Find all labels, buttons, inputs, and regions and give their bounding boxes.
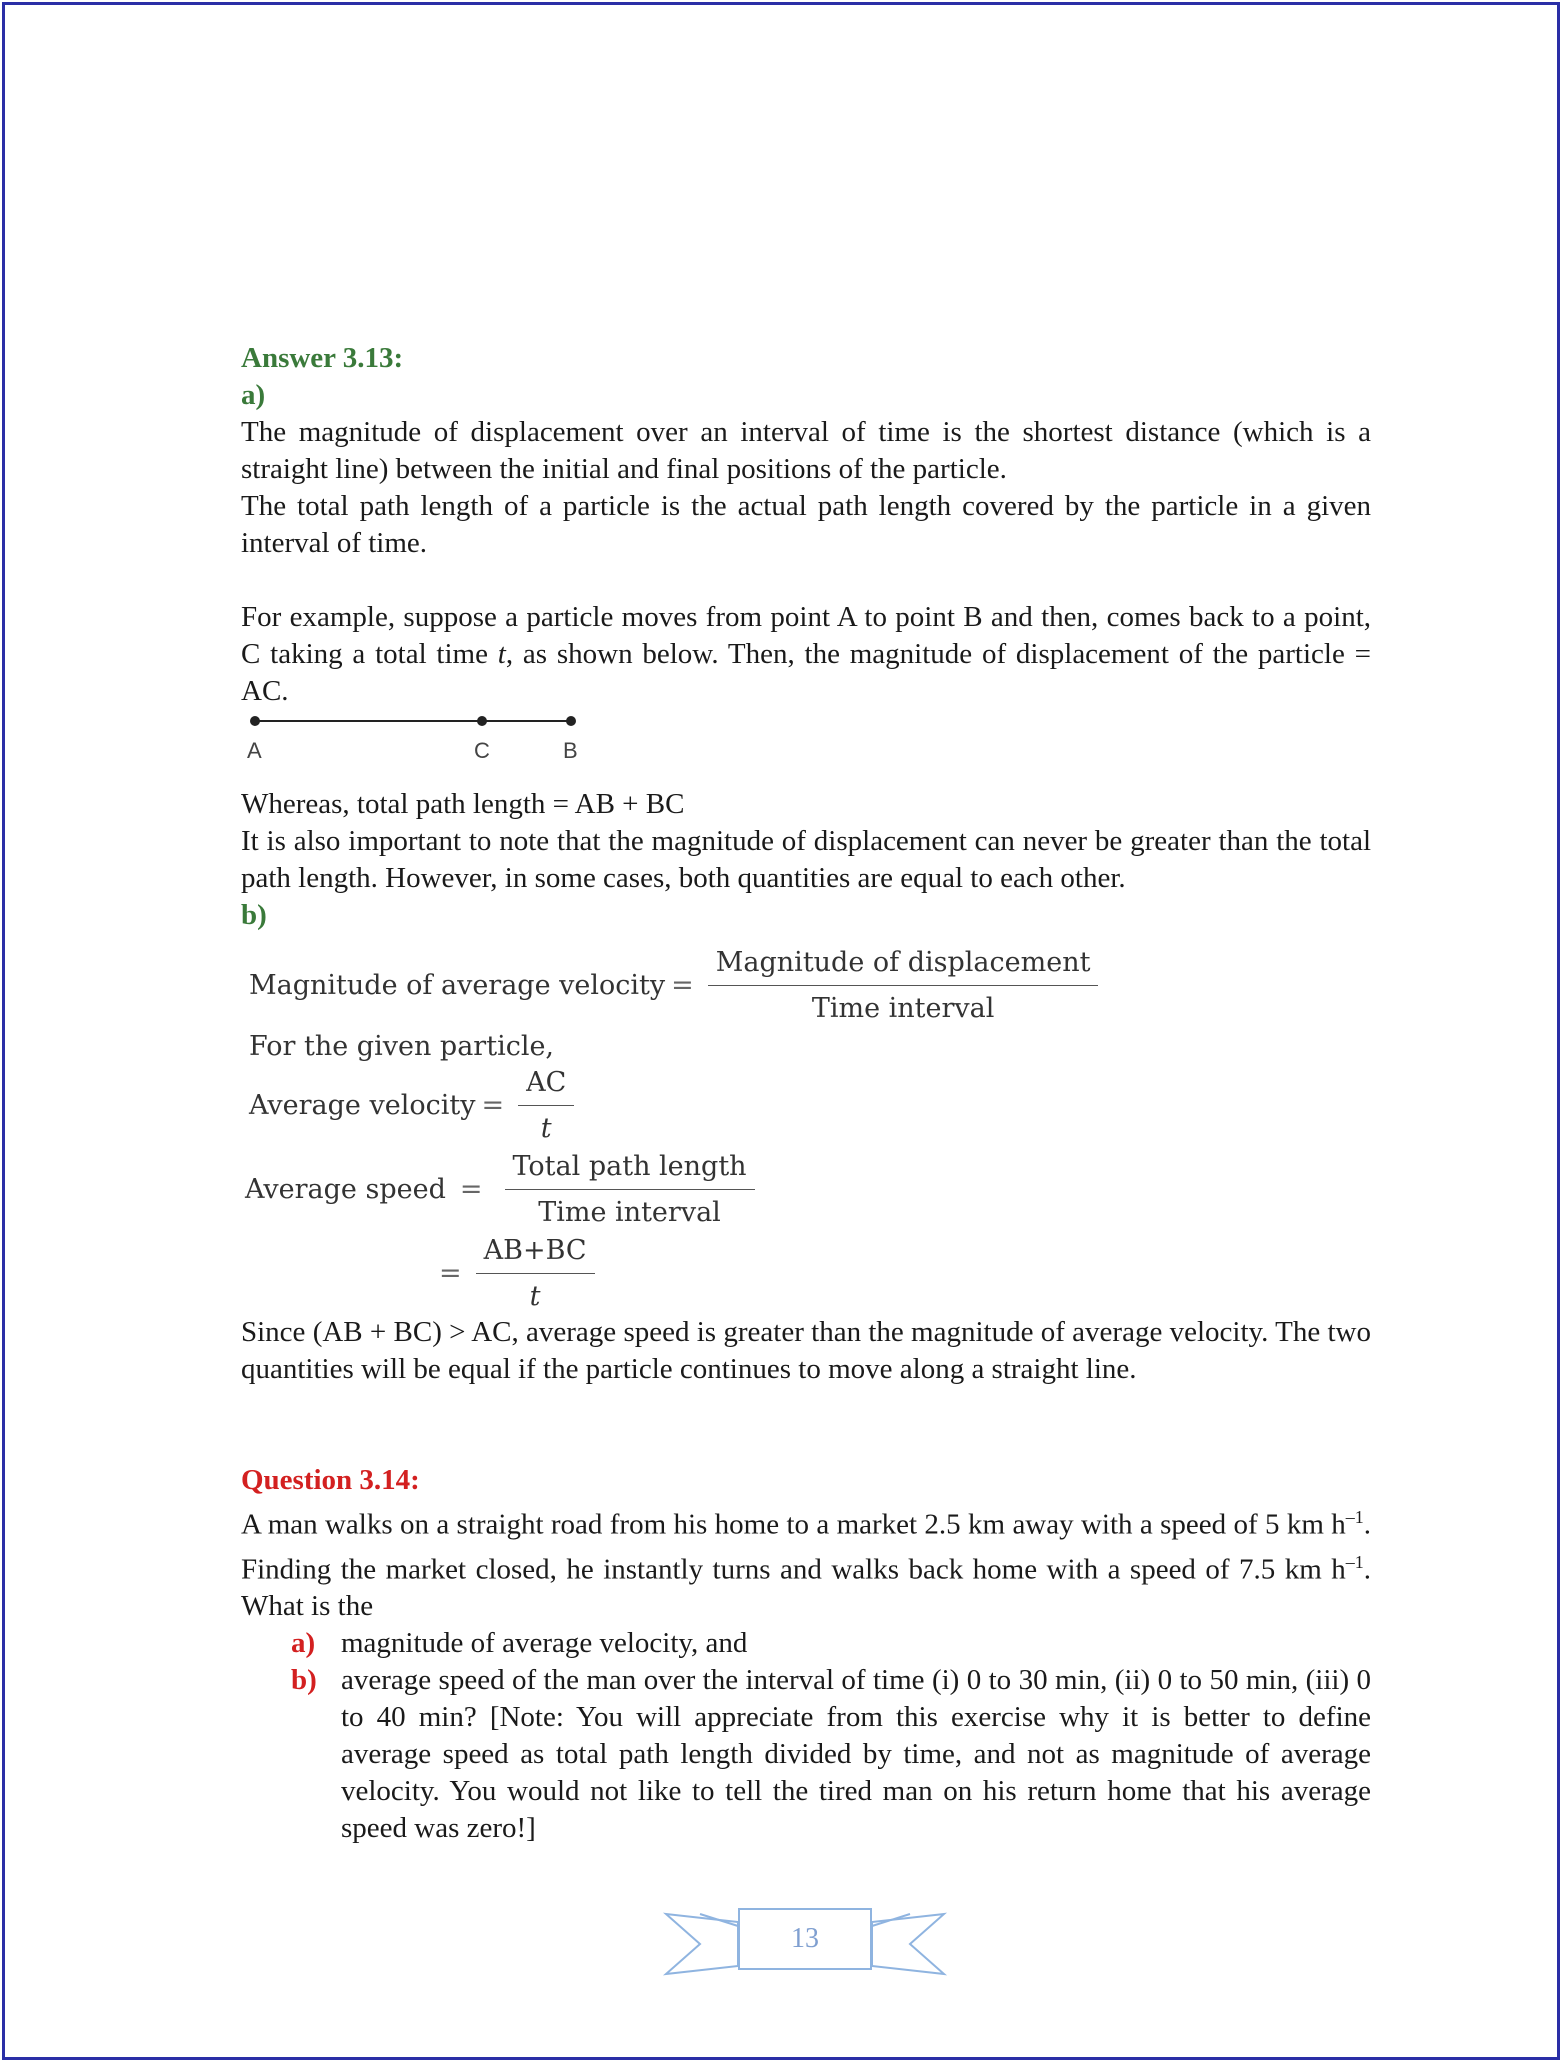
- answer-para-total-path: Whereas, total path length = AB + BC: [241, 788, 685, 820]
- fraction: $\frac{\text{Magnitude of displacement}}{\text{Time interval}}$: [708, 944, 1099, 1027]
- question-items: [291, 1625, 1371, 1847]
- formula-given: For the given particle,: [249, 1031, 555, 1062]
- page-number-ribbon: [660, 1908, 950, 1982]
- answer-heading: Answer 3.13:: [241, 342, 404, 374]
- point-b-label: B: [563, 738, 578, 763]
- question-text: A man walks on a straight road from his home to a market 2.5 km away with a speed of 5 km $h^{-1}$. Finding the market closed, he instantly turns and walks back home with a speed of 7.5 km $h^{-1}$. What is the: [241, 1507, 1371, 1623]
- point-a-dot: [250, 716, 260, 726]
- formula-avg-velocity: Magnitude of average velocity = $\frac{\text{Magnitude of displacement}}{\text{Time interval}}$: [249, 944, 1098, 1027]
- answer-para-note: It is also important to note that the magnitude of displacement can never be greater than the total path length. However, in some cases, both quantities are equal to each other.: [241, 825, 1371, 894]
- fraction: $\frac{AC}{t}$: [518, 1064, 574, 1147]
- answer-part-b-label: b): [241, 899, 267, 931]
- answer-para-displacement: The magnitude of displacement over an interval of time is the shortest distance (which is a straight line) between the initial and final positions of the particle.: [241, 416, 1371, 485]
- answer-part-a-label: a): [241, 379, 266, 411]
- list-item: b) average speed of the man over the interval of time (i) 0 to 30 min, (ii) 0 to 50 min, (iii) 0 to 40 min? [Note: You will appreciate from this exercise why it is better to define average speed as total path length divided by time, and not as magnitude of average velocity. You would not like to tell the tired man on his return home that his average speed was zero!]: [291, 1664, 1371, 1845]
- answer-para-conclusion: Since (AB + BC) > AC, average speed is greater than the magnitude of average velocity. The two quantities will be equal if the particle continues to move along a straight line.: [241, 1316, 1371, 1385]
- question-heading: Question 3.14:: [241, 1464, 420, 1496]
- point-c-label: C: [474, 738, 490, 763]
- formula-block: [241, 934, 1371, 1314]
- answer-para-path-length: The total path length of a particle is the actual path length covered by the particle in a given interval of time.: [241, 490, 1371, 559]
- page-number: 13: [738, 1908, 872, 1970]
- point-b-dot: [566, 716, 576, 726]
- formula-average-velocity: Average velocity = $\frac{AC}{t}$: [249, 1064, 574, 1147]
- point-c-dot: [477, 716, 487, 726]
- answer-para-example: For example, suppose a particle moves from point A to point B and then, comes back to a point, C taking a total time t, as shown below. Then, the magnitude of displacement of the particle = AC.: [241, 601, 1371, 707]
- point-a-label: A: [247, 738, 262, 763]
- page-content: [241, 340, 1371, 1847]
- list-item: a) magnitude of average velocity, and: [291, 1627, 748, 1660]
- formula-average-speed: Average speed = $\frac{\text{Total path length}}{\text{Time interval}}$: [245, 1148, 755, 1231]
- path-line: [255, 720, 571, 722]
- path-diagram: [241, 710, 641, 776]
- fraction: $\frac{AB+BC}{t}$: [476, 1232, 595, 1315]
- formula-average-speed-2: = $\frac{AB+BC}{t}$: [433, 1232, 595, 1315]
- fraction: $\frac{\text{Total path length}}{\text{Time interval}}$: [505, 1148, 755, 1231]
